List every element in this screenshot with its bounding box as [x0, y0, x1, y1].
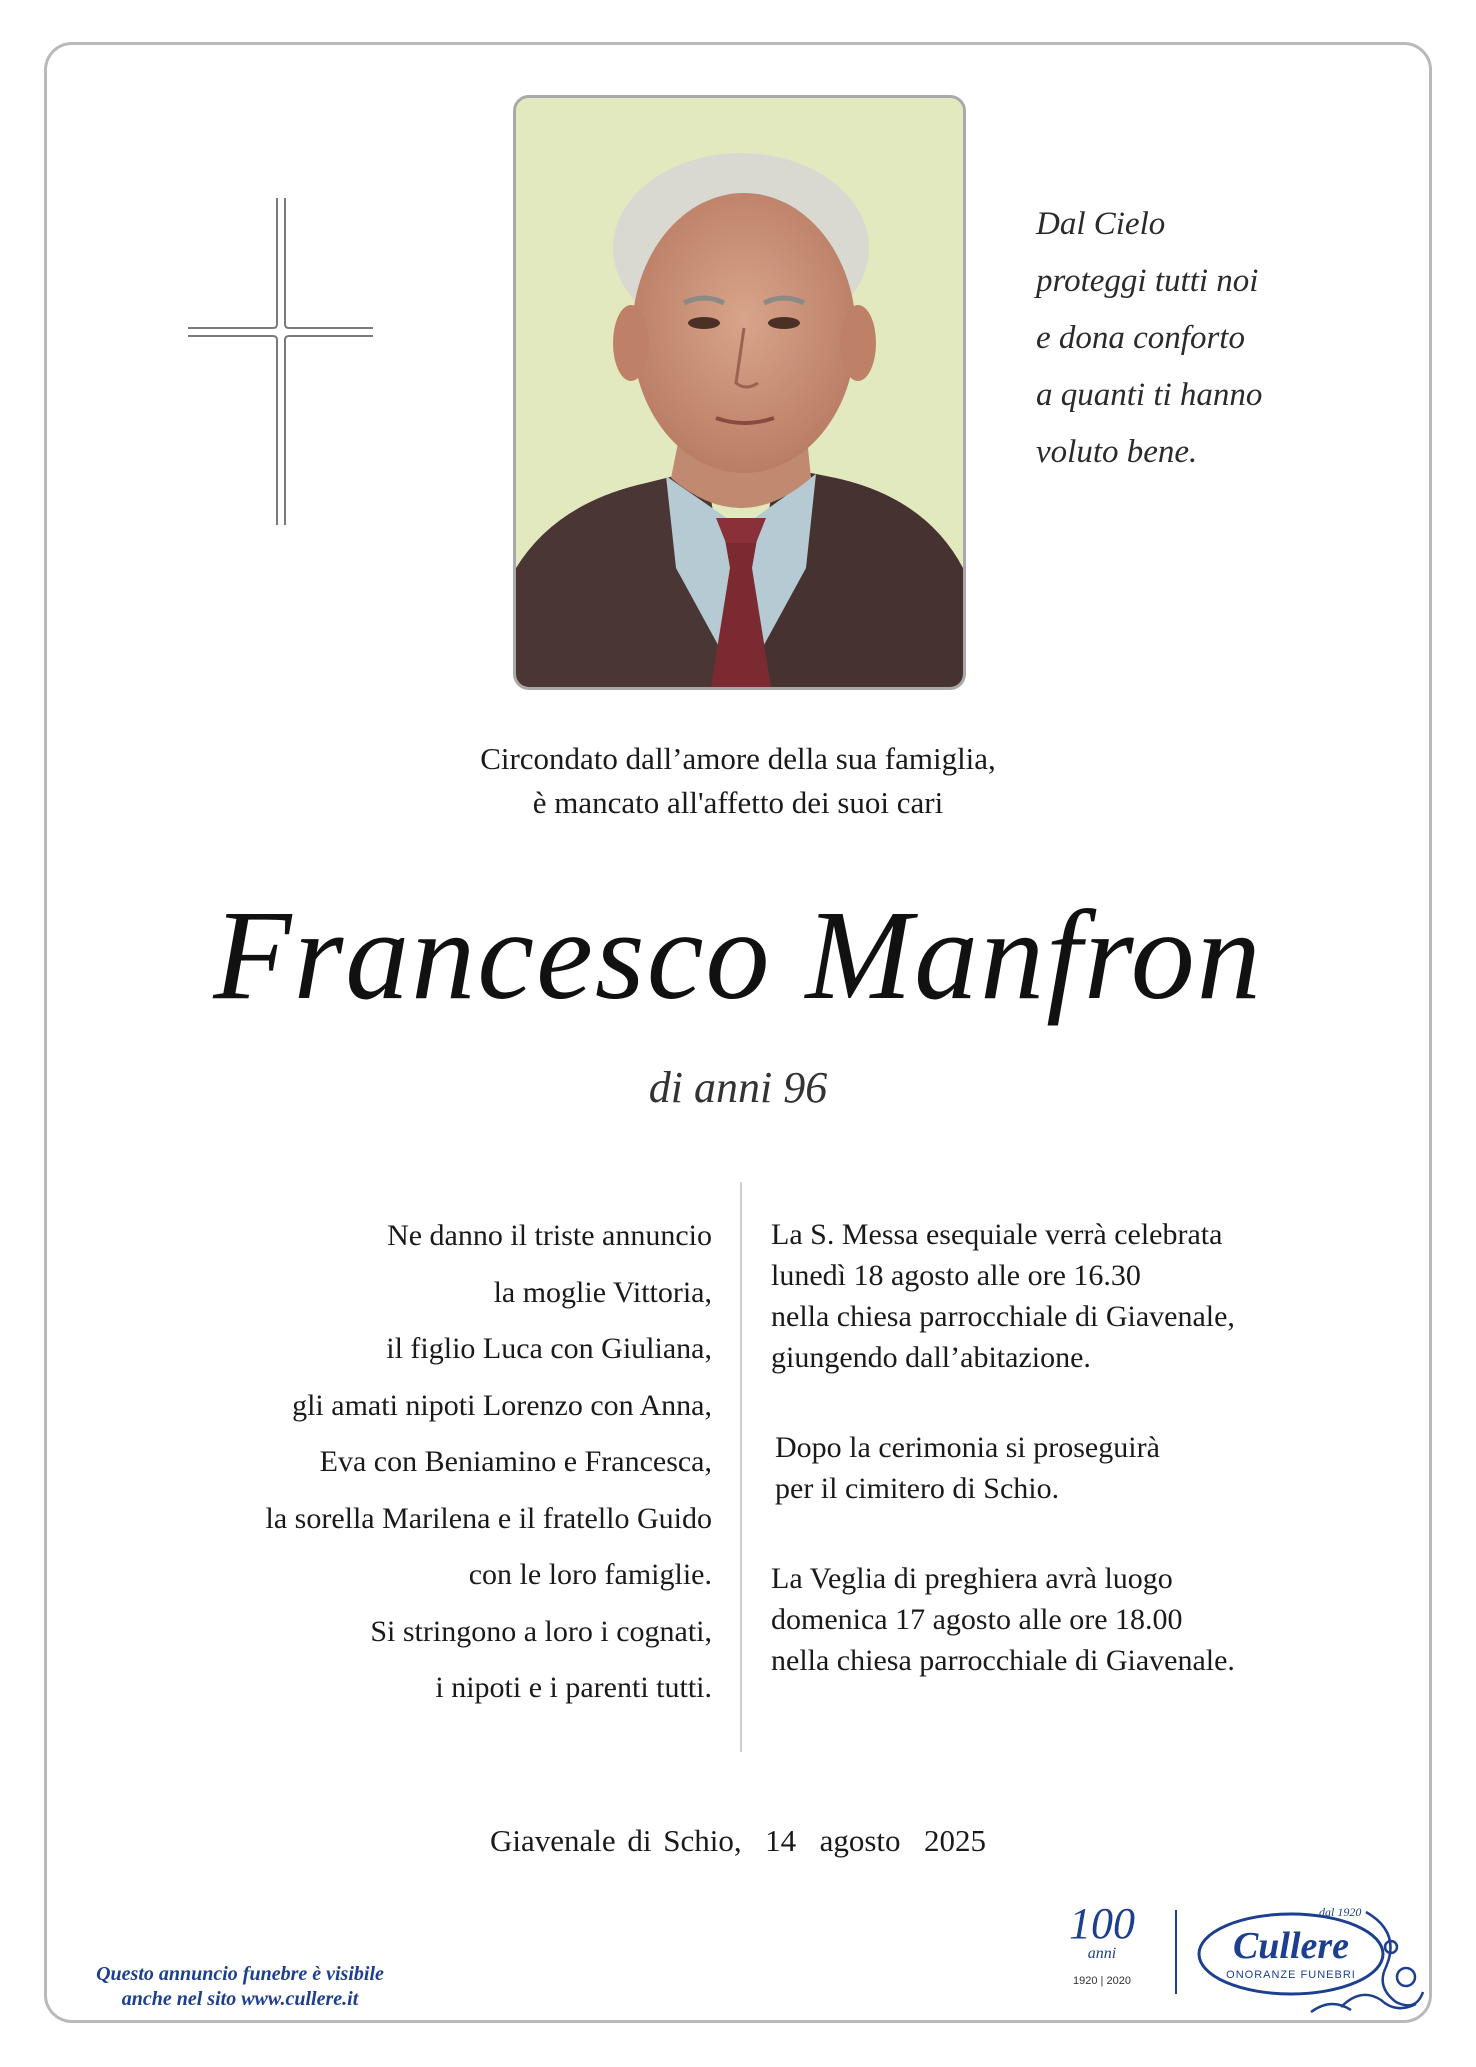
mass-line: lunedì 18 agosto alle ore 16.30	[771, 1259, 1141, 1292]
verse-line: a quanti ti hanno	[1036, 377, 1263, 413]
vigil-info	[771, 1558, 1371, 1681]
place-date: Giavenale di Schio, 14 agosto 2025	[489, 1823, 987, 1858]
burial-line: per il cimitero di Schio.	[775, 1472, 1060, 1505]
verse	[1036, 196, 1336, 481]
vigil-line: nella chiesa parrocchiale di Giavenale.	[771, 1644, 1235, 1677]
burial-line: Dopo la cerimonia si proseguirà	[775, 1431, 1160, 1464]
announcement-line: Si stringono a loro i cognati,	[370, 1614, 712, 1648]
mass-line: La S. Messa esequiale verrà celebrata	[771, 1218, 1223, 1251]
announcement-line: la moglie Vittoria,	[493, 1275, 712, 1309]
deceased-name: Francesco Manfron	[213, 884, 1263, 1026]
verse-line: proteggi tutti noi	[1036, 263, 1259, 299]
anniversary-word: anni	[1087, 1945, 1117, 1962]
deceased-age: di anni 96	[648, 1063, 828, 1112]
cross-icon	[188, 198, 373, 525]
vigil-line: domenica 17 agosto alle ore 18.00	[771, 1603, 1183, 1636]
ceremony-column	[771, 1214, 1371, 1730]
announcement-line: Ne danno il triste annuncio	[387, 1219, 712, 1252]
mass-line: giungendo dall’abitazione.	[771, 1341, 1091, 1374]
intro-line: è mancato all'affetto dei suoi cari	[532, 785, 944, 820]
brand-name: Cullere	[1232, 1925, 1350, 1967]
announcement-line: i nipoti e i parenti tutti.	[435, 1671, 712, 1704]
logo-separator	[1175, 1910, 1177, 1994]
brand-tagline: ONORANZE FUNEBRI	[1226, 1969, 1356, 1981]
announcement-line: gli amati nipoti Lorenzo con Anna,	[292, 1388, 712, 1422]
announcement-line: Eva con Beniamino e Francesca,	[319, 1445, 712, 1478]
footer-note-line: Questo annuncio funebre è visibile	[96, 1963, 384, 1985]
anniversary-logo	[1062, 1899, 1142, 2002]
brand-since: dal 1920	[1319, 1905, 1362, 1919]
intro-text	[0, 737, 1476, 825]
anniversary-years: 1920 | 2020	[1073, 1975, 1131, 1987]
verse-line: voluto bene.	[1036, 434, 1198, 470]
burial-info	[771, 1427, 1371, 1509]
vigil-line: La Veglia di preghiera avrà luogo	[771, 1562, 1173, 1595]
footer-note-line: anche nel sito www.cullere.it	[121, 1988, 359, 2010]
anniversary-number: 100	[1069, 1899, 1135, 1948]
verse-line: Dal Cielo	[1036, 206, 1166, 242]
announcement-line: con le loro famiglie.	[468, 1558, 712, 1591]
intro-line: Circondato dall’amore della sua famiglia,	[480, 741, 996, 776]
brand-logo	[1191, 1892, 1431, 2022]
announcement-column	[120, 1208, 712, 1717]
verse-line: e dona conforto	[1036, 320, 1245, 356]
mass-info	[771, 1214, 1371, 1378]
mass-line: nella chiesa parrocchiale di Giavenale,	[771, 1300, 1235, 1333]
footer-note	[60, 1962, 420, 2012]
announcement-line: il figlio Luca con Giuliana,	[386, 1332, 712, 1365]
announcement-line: la sorella Marilena e il fratello Guido	[265, 1501, 712, 1535]
column-divider	[740, 1182, 742, 1752]
portrait-photo	[513, 95, 966, 690]
